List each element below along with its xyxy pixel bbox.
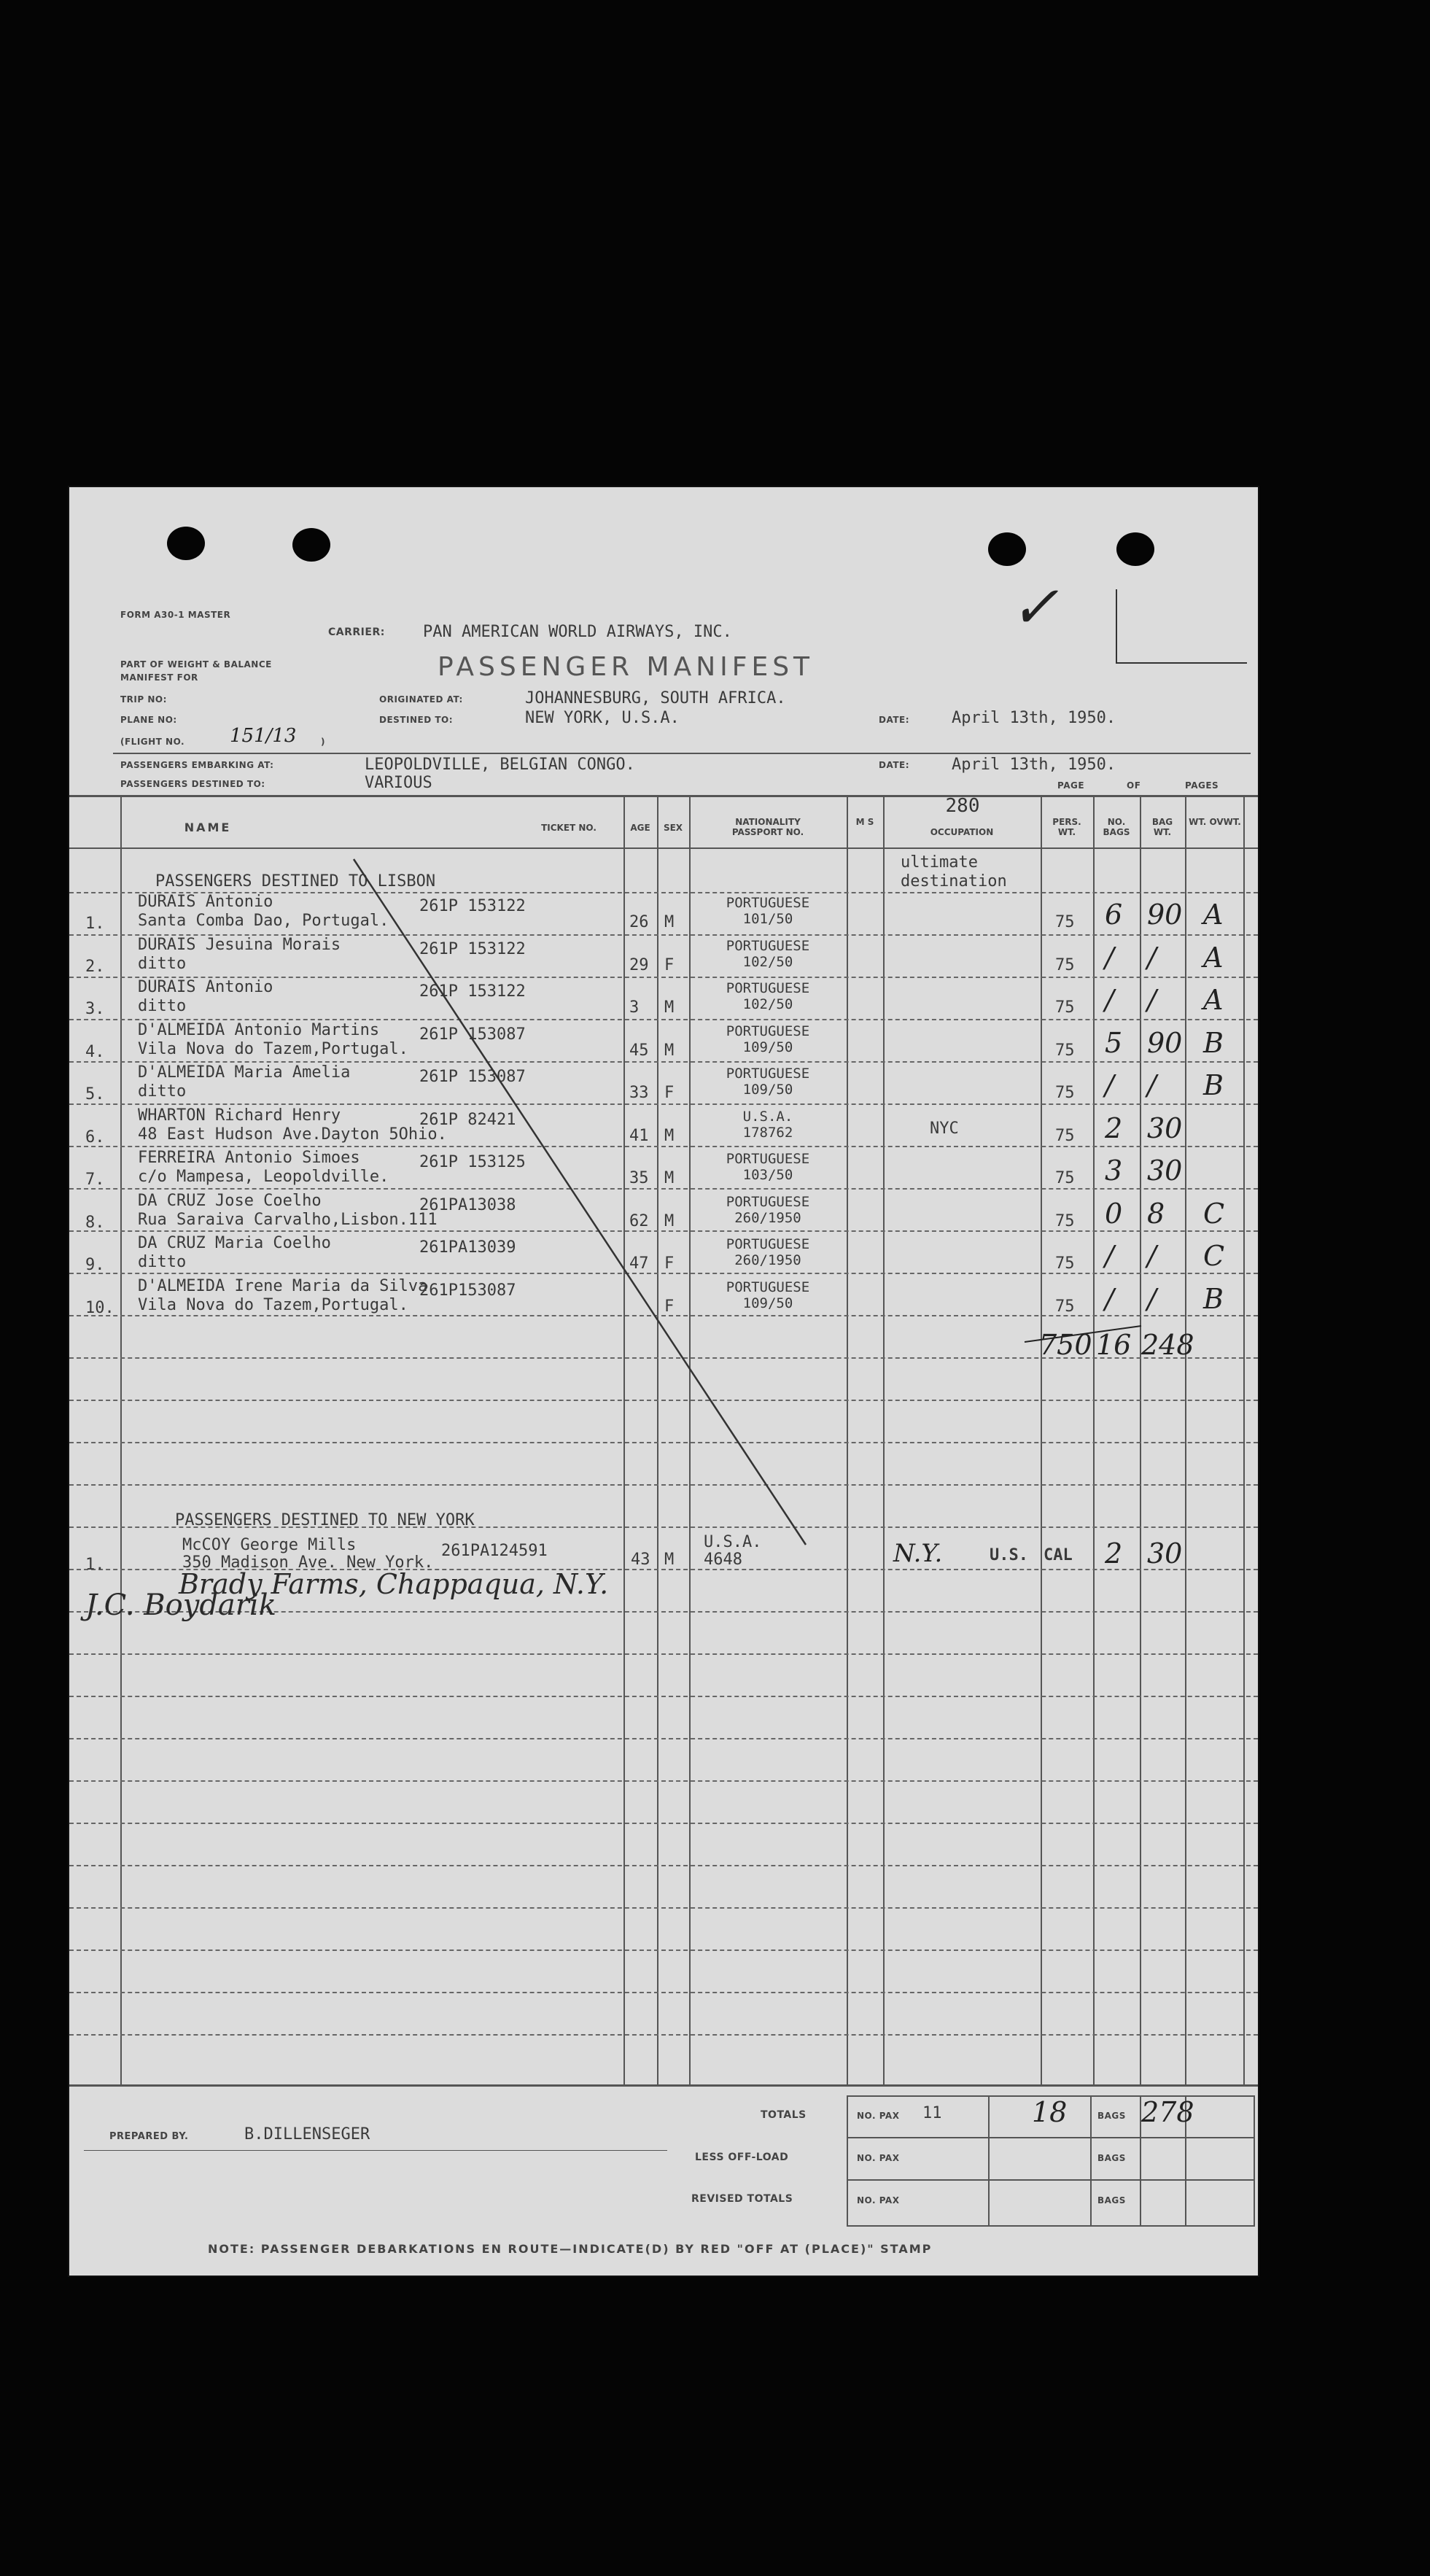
- passenger-name: D'ALMEIDA Maria Amelia: [138, 1063, 351, 1082]
- col-header-age: AGE: [630, 823, 650, 833]
- date-label-2: DATE:: [879, 760, 909, 770]
- passenger-name: DA CRUZ Jose Coelho: [138, 1191, 322, 1210]
- bag-weight: 90: [1147, 899, 1183, 931]
- col-header-ticket: TICKET NO.: [541, 823, 597, 833]
- bag-count: /: [1105, 941, 1114, 974]
- flight-close: ): [321, 737, 325, 747]
- trip-label: TRIP NO:: [120, 694, 167, 705]
- nationality: PORTUGUESE: [726, 1279, 810, 1295]
- col-header-name: NAME: [184, 820, 232, 834]
- destined-label: DESTINED TO:: [379, 715, 454, 725]
- bag-weight: 8: [1147, 1197, 1165, 1230]
- overweight-code: A: [1203, 984, 1224, 1016]
- pers-weight: 75: [1055, 913, 1075, 931]
- prepared-by-line: [84, 2150, 667, 2151]
- bag-count: 0: [1105, 1197, 1123, 1230]
- less-offload-label: LESS OFF-LOAD: [695, 2152, 789, 2163]
- passenger-age: 3: [629, 998, 640, 1017]
- col-header-ms: M S: [855, 817, 874, 827]
- prepared-by-label: PREPARED BY.: [109, 2131, 189, 2142]
- passenger-age: 47: [629, 1254, 649, 1273]
- passenger-sex: M: [664, 913, 675, 931]
- passport-number: 178762: [742, 1124, 793, 1141]
- destined-value: NEW YORK, U.S.A.: [525, 709, 680, 727]
- prepared-by-value: B.DILLENSEGER: [244, 2125, 370, 2144]
- bag-count: /: [1105, 1282, 1114, 1315]
- bags-label: BAGS: [1097, 2195, 1126, 2205]
- overweight-code: C: [1203, 1197, 1225, 1230]
- date-label: DATE:: [879, 715, 909, 725]
- passenger-name: WHARTON Richard Henry: [138, 1106, 341, 1125]
- overweight-code: C: [1203, 1240, 1225, 1272]
- bag-weight: /: [1147, 1069, 1157, 1101]
- ticket-number: 261P 153087: [419, 1025, 526, 1044]
- bag-count: /: [1105, 1069, 1114, 1101]
- row-number: 10.: [85, 1298, 114, 1317]
- form-number: FORM A30-1 MASTER: [120, 610, 231, 620]
- passenger-address: Vila Nova do Tazem,Portugal.: [138, 1039, 408, 1058]
- pers-weight: 75: [1055, 1126, 1075, 1145]
- bag-weight: 90: [1147, 1026, 1183, 1059]
- nationality: PORTUGUESE: [726, 937, 810, 954]
- passenger-name: DURAIS Antonio: [138, 893, 273, 911]
- bag-count: 6: [1105, 899, 1123, 931]
- nationality: PORTUGUESE: [726, 980, 810, 996]
- passport-number: 109/50: [742, 1295, 793, 1311]
- flight-number: 151/13: [230, 725, 297, 747]
- nationality: PORTUGUESE: [726, 1151, 810, 1167]
- ny-ticket: 261PA124591: [441, 1542, 548, 1560]
- totals-rule: [847, 2137, 1254, 2138]
- col-header-sex: SEX: [663, 823, 683, 833]
- bags-label: BAGS: [1097, 2153, 1126, 2163]
- no-pax-label: NO. PAX: [857, 2195, 900, 2205]
- nationality: PORTUGUESE: [726, 1193, 810, 1210]
- totals-label: TOTALS: [761, 2109, 807, 2121]
- of-label: OF: [1127, 780, 1141, 791]
- row-number: 9.: [85, 1256, 105, 1274]
- subtotal-bags: 16: [1096, 1329, 1132, 1361]
- ny-bags: 2: [1105, 1537, 1123, 1570]
- passport-number: 101/50: [742, 911, 793, 927]
- pers-weight: 75: [1055, 1211, 1075, 1230]
- overweight-code: B: [1203, 1069, 1224, 1101]
- ny-occupation: N.Y.: [893, 1539, 943, 1568]
- ticket-number: 261P153087: [419, 1281, 516, 1300]
- plane-label: PLANE NO:: [120, 715, 177, 725]
- destined-to-value: VARIOUS: [365, 774, 432, 792]
- ny-passport: 4648: [704, 1551, 742, 1569]
- bag-count: 3: [1105, 1155, 1123, 1187]
- subtotal-pers-wt: 750: [1039, 1329, 1092, 1361]
- passenger-address: Vila Nova do Tazem,Portugal.: [138, 1295, 408, 1314]
- passenger-name: D'ALMEIDA Irene Maria da Silva: [138, 1276, 428, 1295]
- footer-note: NOTE: PASSENGER DEBARKATIONS EN ROUTE—INDICATE(D) BY RED "OFF AT (PLACE)" STAMP: [208, 2242, 933, 2256]
- passenger-sex: M: [664, 998, 675, 1017]
- manifest-page: [69, 487, 1258, 2276]
- passenger-sex: F: [664, 1297, 675, 1316]
- passport-number: 102/50: [742, 996, 793, 1012]
- nationality: PORTUGUESE: [726, 1236, 810, 1252]
- page-title: PASSENGER MANIFEST: [438, 652, 815, 682]
- bag-weight: 30: [1147, 1112, 1183, 1144]
- nationality: U.S.A.: [742, 1108, 793, 1125]
- pers-weight: 75: [1055, 1297, 1075, 1316]
- bag-count: /: [1105, 1240, 1114, 1272]
- passenger-name: FERREIRA Antonio Simoes: [138, 1149, 360, 1167]
- bag-weight: 30: [1147, 1155, 1183, 1187]
- passport-number: 109/50: [742, 1082, 793, 1098]
- diagonal-strike-line: [69, 487, 1258, 2276]
- col-header-no-bags: NO. BAGS: [1103, 817, 1130, 837]
- ny-sex: M: [664, 1551, 675, 1569]
- occupation: NYC: [930, 1119, 959, 1138]
- total-bag-wt-value: 278: [1141, 2096, 1194, 2128]
- passenger-sex: M: [664, 1169, 675, 1187]
- bags-label: BAGS: [1097, 2111, 1126, 2121]
- no-pax-label: NO. PAX: [857, 2111, 900, 2121]
- overweight-code: A: [1203, 899, 1224, 931]
- manifest-for-label: MANIFEST FOR: [120, 672, 198, 683]
- section-newyork-heading: PASSENGERS DESTINED TO NEW YORK: [175, 1511, 475, 1529]
- overweight-code: A: [1203, 941, 1224, 974]
- destined-to-label: PASSENGERS DESTINED TO:: [120, 779, 265, 789]
- passenger-name: DA CRUZ Maria Coelho: [138, 1234, 331, 1252]
- pers-weight: 75: [1055, 1084, 1075, 1102]
- date-value-2: April 13th, 1950.: [952, 756, 1116, 774]
- passenger-age: 26: [629, 913, 649, 931]
- pers-weight: 75: [1055, 998, 1075, 1017]
- section-lisbon-heading: PASSENGERS DESTINED TO LISBON: [155, 872, 436, 891]
- nationality: PORTUGUESE: [726, 1023, 810, 1039]
- row-number: 7.: [85, 1171, 105, 1189]
- row-number: 4.: [85, 1042, 105, 1061]
- carrier-label: CARRIER:: [328, 626, 385, 638]
- bag-weight: /: [1147, 1282, 1157, 1315]
- pages-label: PAGES: [1185, 780, 1219, 791]
- ny-age: 43: [631, 1551, 650, 1569]
- col-header-nationality: NATIONALITY PASSPORT NO.: [731, 817, 804, 837]
- bag-weight: /: [1147, 941, 1157, 974]
- subtotal-bag-wt: 248: [1141, 1329, 1194, 1361]
- row-number: 8.: [85, 1213, 105, 1232]
- passenger-name: DURAIS Antonio: [138, 978, 273, 996]
- ny-bag-wt: 30: [1147, 1537, 1183, 1570]
- occupation-note: 280: [945, 795, 980, 817]
- totals-rule: [847, 2179, 1254, 2181]
- col-header-wt-ovwt: WT. OVWT.: [1189, 817, 1241, 827]
- flight-label: (FLIGHT NO.: [120, 737, 185, 747]
- nationality: PORTUGUESE: [726, 1066, 810, 1082]
- passenger-address: ditto: [138, 997, 187, 1015]
- bag-count: /: [1105, 984, 1114, 1016]
- row-number: 3.: [85, 1000, 105, 1018]
- total-pax-value: 11: [922, 2104, 942, 2122]
- ticket-number: 261PA13038: [419, 1195, 516, 1214]
- overweight-code: B: [1203, 1282, 1224, 1315]
- bag-weight: /: [1147, 1240, 1157, 1272]
- embarking-label: PASSENGERS EMBARKING AT:: [120, 760, 274, 770]
- row-number: 1.: [85, 915, 105, 933]
- date-value: April 13th, 1950.: [952, 709, 1116, 727]
- bag-count: 5: [1105, 1026, 1123, 1059]
- ny-us: U.S.: [990, 1546, 1028, 1564]
- embarking-value: LEOPOLDVILLE, BELGIAN CONGO.: [365, 756, 635, 774]
- pers-weight: 75: [1055, 955, 1075, 974]
- bag-count: 2: [1105, 1112, 1123, 1144]
- passenger-address: 48 East Hudson Ave.Dayton 5Ohio.: [138, 1125, 447, 1144]
- ticket-number: 261PA13039: [419, 1238, 516, 1257]
- page-label: PAGE: [1057, 780, 1085, 791]
- passport-number: 260/1950: [734, 1252, 801, 1268]
- ticket-number: 261P 153122: [419, 939, 526, 958]
- ny-address: 350 Madison Ave. New York.: [182, 1553, 434, 1572]
- passenger-sex: M: [664, 1041, 675, 1060]
- total-bags-value: 18: [1032, 2096, 1068, 2128]
- passenger-address: ditto: [138, 1253, 187, 1271]
- passenger-address: c/o Mampesa, Leopoldville.: [138, 1168, 389, 1186]
- ny-row-number: 1.: [85, 1556, 105, 1574]
- row-number: 2.: [85, 957, 105, 976]
- no-pax-label: NO. PAX: [857, 2153, 900, 2163]
- passenger-address: ditto: [138, 1082, 187, 1101]
- passenger-age: 29: [629, 955, 649, 974]
- part-of-label: PART OF WEIGHT & BALANCE: [120, 659, 272, 670]
- check-mark: ✓: [1010, 573, 1060, 641]
- col-header-occupation: OCCUPATION: [930, 827, 994, 837]
- passport-number: 102/50: [742, 953, 793, 970]
- passenger-age: 35: [629, 1169, 649, 1187]
- ultimate-destination-note: ultimate destination: [901, 853, 1007, 891]
- passenger-name: DURAIS Jesuina Morais: [138, 935, 341, 954]
- totals-col: [988, 2095, 990, 2225]
- passenger-address: Rua Saraiva Carvalho,Lisbon.111: [138, 1210, 438, 1229]
- ny-nationality: U.S.A.: [704, 1533, 762, 1551]
- row-number: 6.: [85, 1128, 105, 1147]
- handwritten-address: Brady Farms, Chappaqua, N.Y.: [179, 1568, 609, 1600]
- col-header-bag-wt: BAG WT.: [1151, 817, 1173, 837]
- ticket-number: 261P 153122: [419, 982, 526, 1001]
- passenger-age: 41: [629, 1126, 649, 1145]
- carrier-value: PAN AMERICAN WORLD AIRWAYS, INC.: [423, 623, 732, 641]
- pers-weight: 75: [1055, 1169, 1075, 1187]
- row-number: 5.: [85, 1085, 105, 1103]
- passenger-address: ditto: [138, 954, 187, 973]
- col-header-pers-wt: PERS. WT.: [1052, 817, 1081, 837]
- passenger-age: 62: [629, 1211, 649, 1230]
- pers-weight: 75: [1055, 1254, 1075, 1273]
- overweight-code: B: [1203, 1026, 1224, 1059]
- originated-label: ORIGINATED AT:: [379, 694, 463, 705]
- passenger-age: 33: [629, 1084, 649, 1102]
- passport-number: 260/1950: [734, 1209, 801, 1226]
- passenger-sex: F: [664, 1254, 675, 1273]
- originated-value: JOHANNESBURG, SOUTH AFRICA.: [525, 689, 786, 707]
- ny-name: McCOY George Mills: [182, 1536, 357, 1554]
- passenger-name: D'ALMEIDA Antonio Martins: [138, 1020, 380, 1039]
- bag-weight: /: [1147, 984, 1157, 1016]
- ny-pers-wt: CAL: [1044, 1546, 1073, 1564]
- ticket-number: 261P 153087: [419, 1068, 526, 1086]
- passport-number: 109/50: [742, 1039, 793, 1055]
- revised-totals-label: REVISED TOTALS: [691, 2193, 793, 2205]
- signature: J.C. Boydarik: [85, 1588, 276, 1622]
- nationality: PORTUGUESE: [726, 895, 810, 911]
- totals-col: [1090, 2095, 1092, 2225]
- passenger-address: Santa Comba Dao, Portugal.: [138, 912, 389, 930]
- passport-number: 103/50: [742, 1167, 793, 1183]
- passenger-sex: M: [664, 1126, 675, 1145]
- ticket-number: 261P 153125: [419, 1153, 526, 1171]
- ticket-number: 261P 82421: [419, 1110, 516, 1129]
- ticket-number: 261P 153122: [419, 897, 526, 915]
- pers-weight: 75: [1055, 1041, 1075, 1060]
- passenger-age: 45: [629, 1041, 649, 1060]
- table-bottom-rule: [69, 2084, 1258, 2087]
- passenger-sex: M: [664, 1211, 675, 1230]
- passenger-sex: F: [664, 1084, 675, 1102]
- passenger-sex: F: [664, 955, 675, 974]
